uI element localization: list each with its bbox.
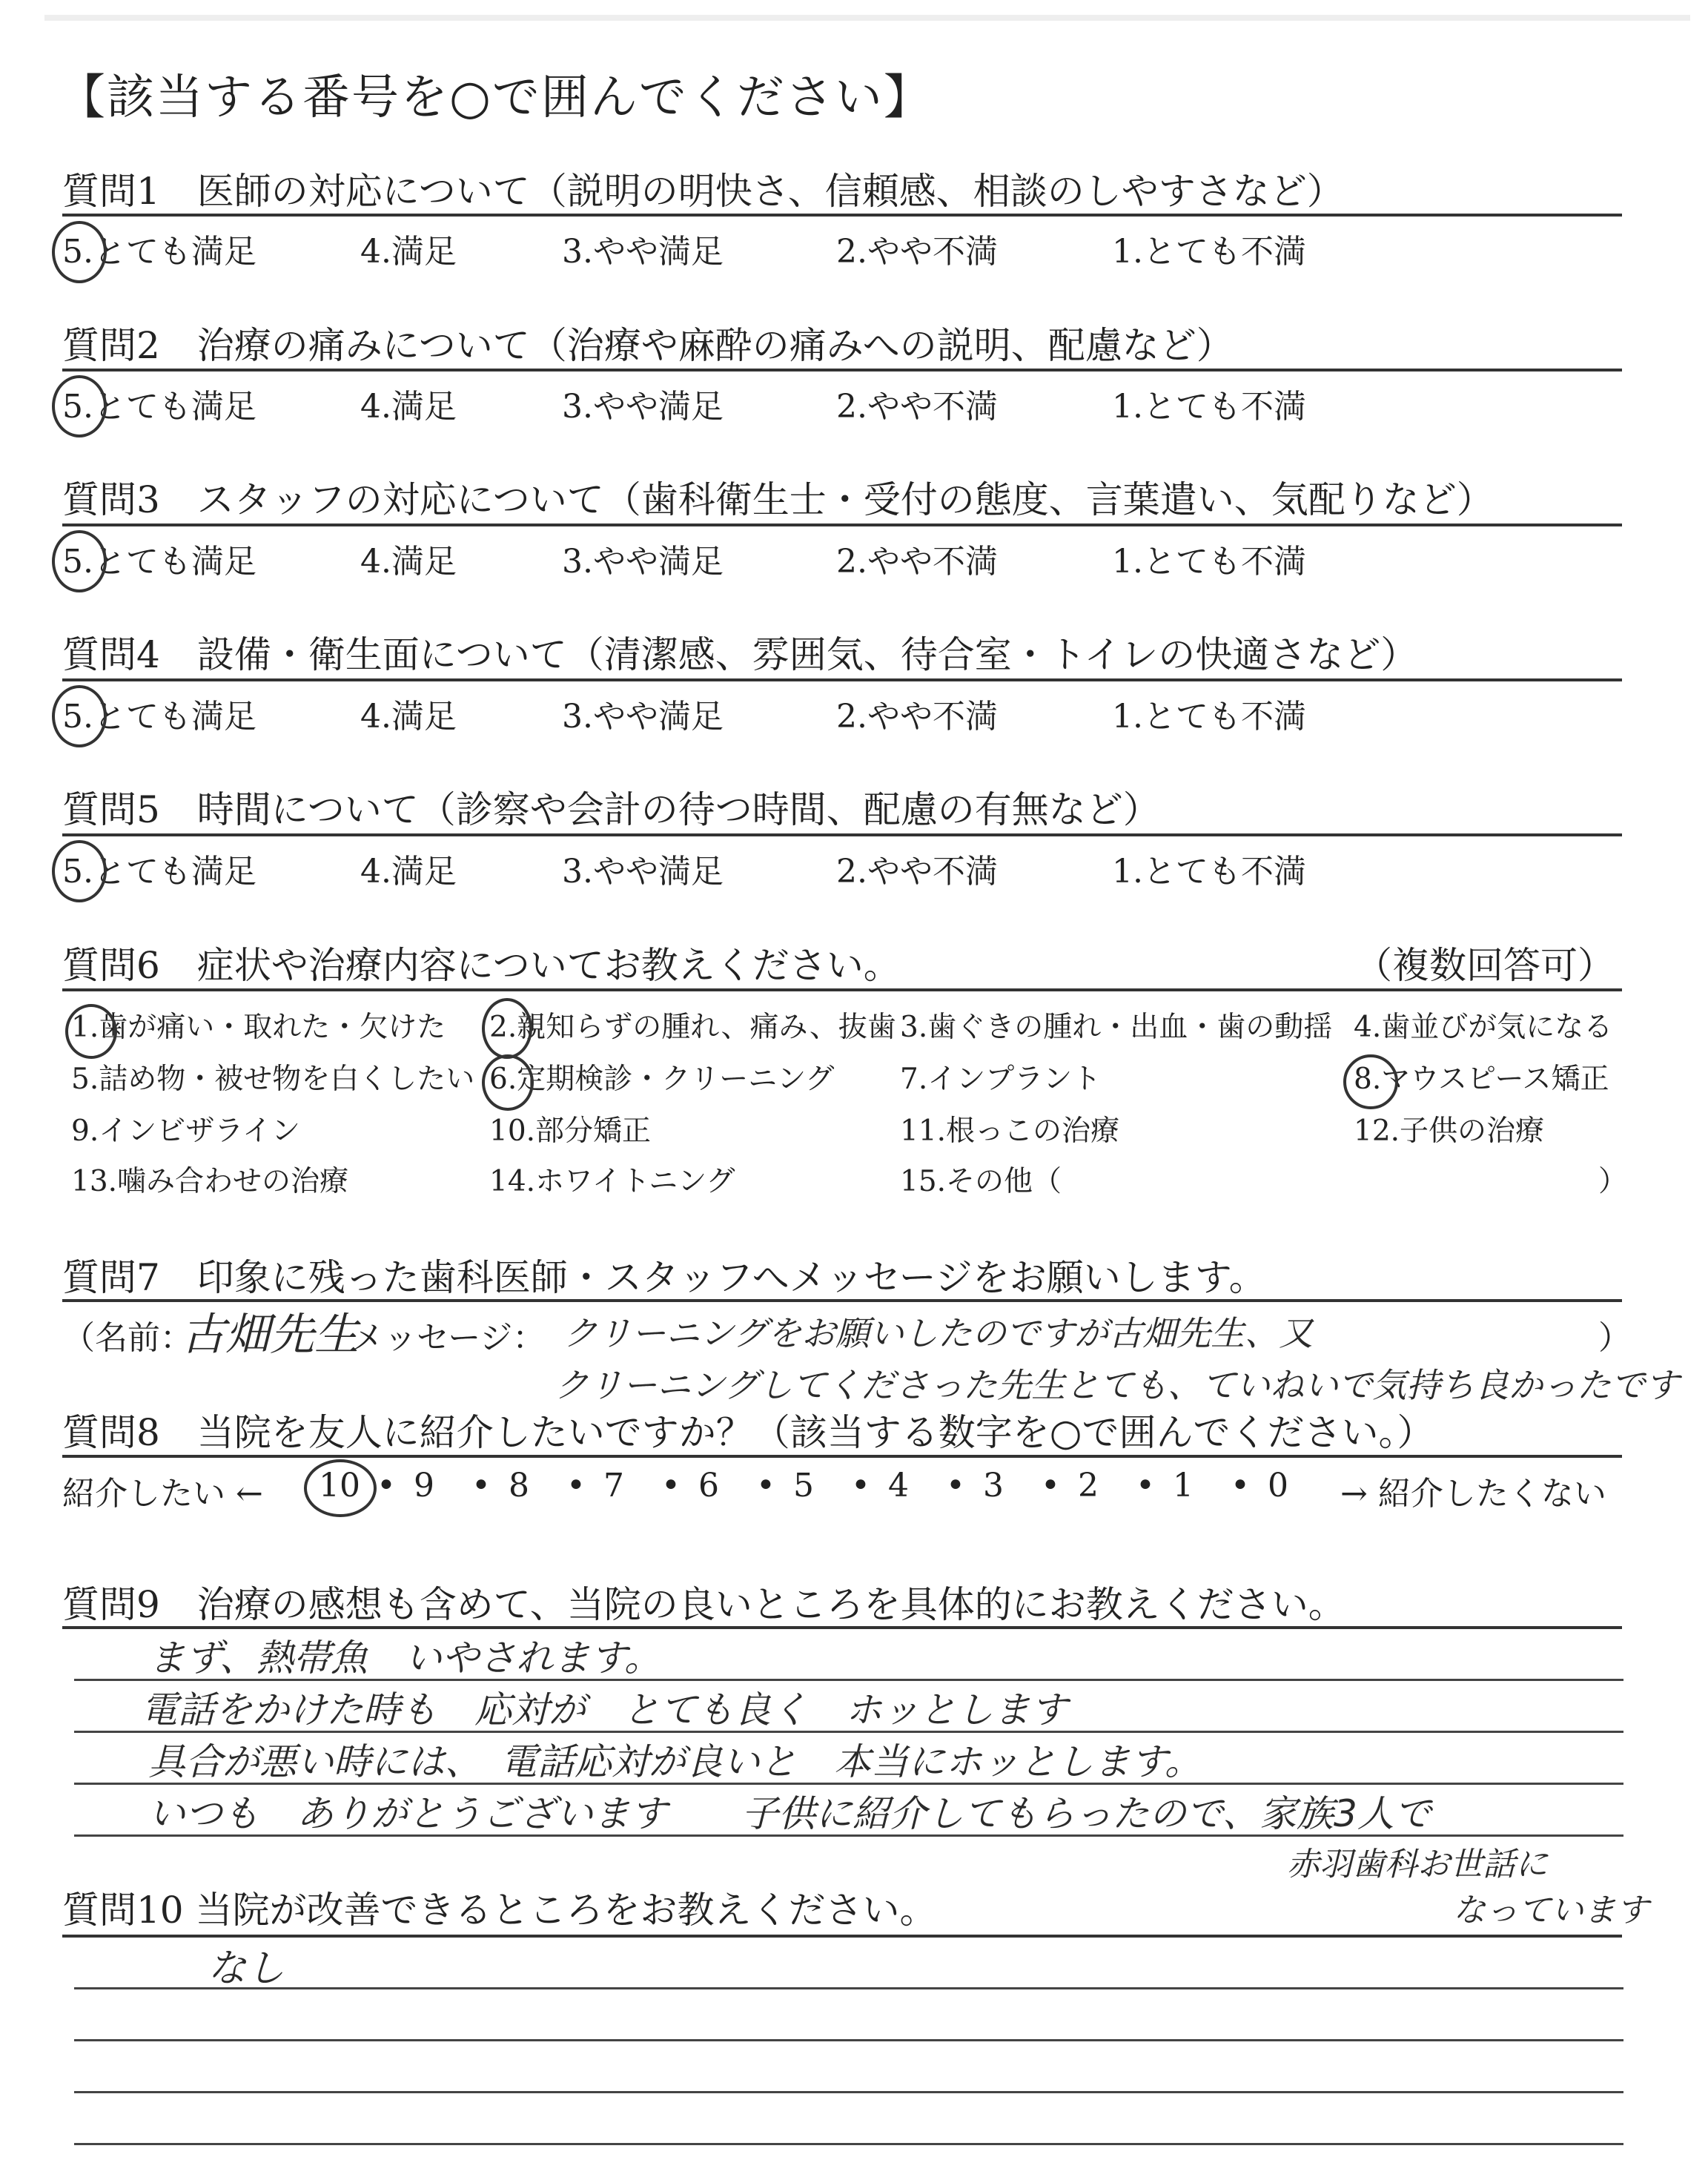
symptom-option[interactable]: 5.詰め物・被せ物を白くしたい [71,1063,475,1096]
scale-separator: • [851,1467,870,1505]
question-note: （複数回答可） [1355,944,1615,987]
selection-circle [52,530,107,592]
divider [62,214,1622,217]
selection-circle [304,1459,377,1517]
symptom-option[interactable]: 4.歯並びが気になる [1354,1011,1613,1044]
selection-circle [482,1054,534,1111]
rating-option[interactable]: 5.とても満足 [62,233,256,271]
close-paren: ） [1598,1165,1628,1198]
rating-option[interactable]: 4.満足 [360,233,457,271]
rating-option[interactable]: 2.やや不満 [836,853,998,891]
rating-option[interactable]: 5.とても満足 [62,698,256,736]
divider [62,988,1622,991]
scale-separator: • [471,1467,491,1505]
symptom-option[interactable]: 10.部分矯正 [489,1114,652,1148]
scale-separator: • [566,1467,586,1505]
symptom-option[interactable]: 15.その他（ [900,1165,1062,1198]
answer-line [74,2143,1623,2145]
selection-circle [52,221,107,283]
scale-value[interactable]: 9 [414,1467,434,1505]
rating-option[interactable]: 4.満足 [360,543,457,581]
rating-option[interactable]: 1.とても不満 [1112,698,1306,736]
margin-note: なっています [1453,1892,1649,1929]
symptom-option[interactable]: 14.ホワイトニング [489,1165,735,1198]
selection-circle [52,375,107,437]
scale-value[interactable]: 1 [1173,1467,1194,1505]
scale-value[interactable]: 10 [319,1467,360,1505]
symptom-option[interactable]: 6.定期検診・クリーニング [489,1063,835,1096]
answer-line [74,2091,1623,2093]
symptom-option[interactable]: 9.インビザライン [71,1114,301,1148]
question-title: 質問10 当院が改善できるところをお教えください。 [62,1889,937,1932]
rating-option[interactable]: 1.とても不満 [1112,853,1306,891]
symptom-option[interactable]: 3.歯ぐきの腫れ・出血・歯の動揺 [900,1011,1333,1044]
question-title: 質問9 治療の感想も含めて、当院の良いところを具体的にお教えください。 [62,1583,1345,1626]
question-title: 質問1 医師の対応について（説明の明快さ、信頼感、相談のしやすさなど） [62,170,1344,213]
rating-option[interactable]: 2.やや不満 [836,388,998,426]
answer-text: なし [208,1946,285,1991]
answer-line [74,2039,1623,2041]
rating-option[interactable]: 3.やや満足 [562,698,724,736]
rating-option[interactable]: 2.やや不満 [836,698,998,736]
symptom-option[interactable]: 1.歯が痛い・取れた・欠けた [71,1011,446,1044]
answer-text: 電話をかけた時も 応対が とても良く ホッとします [141,1688,1068,1731]
left-label: 紹介したい ← [62,1475,263,1513]
symptom-option[interactable]: 12.子供の治療 [1354,1114,1545,1148]
scale-separator: • [1231,1467,1250,1505]
scale-separator: • [946,1467,965,1505]
selection-circle [1343,1054,1398,1109]
scale-value[interactable]: 6 [698,1467,719,1505]
scale-value[interactable]: 0 [1268,1467,1288,1505]
rating-option[interactable]: 5.とても満足 [62,853,256,891]
selection-circle [65,1004,117,1059]
scale-separator: • [661,1467,681,1505]
symptom-option[interactable]: 7.インプラント [900,1063,1102,1096]
rating-option[interactable]: 2.やや不満 [836,233,998,271]
rating-option[interactable]: 4.満足 [360,388,457,426]
divider [62,833,1622,836]
selection-circle [52,685,107,747]
rating-option[interactable]: 3.やや満足 [562,388,724,426]
divider [62,1455,1622,1458]
answer-line [74,1987,1623,1989]
selection-circle [52,840,107,902]
symptom-option[interactable]: 8.マウスピース矯正 [1354,1063,1609,1096]
page-title: 【該当する番号を○で囲んでください】 [58,70,933,125]
divider [62,369,1622,371]
question-title: 質問3 スタッフの対応について（歯科衛生士・受付の態度、言葉遣い、気配りなど） [62,478,1494,521]
message-label: メッセージ： [351,1319,546,1357]
question-title: 質問4 設備・衛生面について（清潔感、雰囲気、待合室・トイレの快適さなど） [62,633,1418,676]
rating-option[interactable]: 4.満足 [360,853,457,891]
scale-value[interactable]: 3 [983,1467,1004,1505]
scale-separator: • [1136,1467,1155,1505]
rating-option[interactable]: 1.とても不満 [1112,233,1306,271]
symptom-option[interactable]: 2.親知らずの腫れ、痛み、抜歯 [489,1011,896,1044]
symptom-option[interactable]: 11.根っこの治療 [900,1114,1120,1148]
divider [62,678,1622,681]
message-line-1: クリーニングをお願いしたのですが古畑先生、又 [563,1313,1314,1353]
divider [62,524,1622,526]
name-value: 古畑先生 [181,1309,359,1361]
scale-separator: • [1041,1467,1060,1505]
answer-text: まず、熱帯魚 いやされます。 [148,1636,661,1680]
answer-text: いつも ありがとうございます 子供に紹介してもらったので、家族3人で [148,1792,1431,1835]
scale-separator: • [756,1467,775,1505]
rating-option[interactable]: 3.やや満足 [562,543,724,581]
scale-value[interactable]: 2 [1078,1467,1099,1505]
name-label: （名前： [62,1319,193,1357]
rating-option[interactable]: 5.とても満足 [62,543,256,581]
scan-edge [44,15,1690,21]
scale-value[interactable]: 8 [509,1467,529,1505]
answer-text: 具合が悪い時には、 電話応対が良いと 本当にホッとします。 [148,1740,1202,1783]
question-title: 質問8 当院を友人に紹介したいですか？（該当する数字を○で囲んでください。） [62,1411,1434,1454]
question-title: 質問6 症状や治療内容についてお教えください。 [62,944,901,987]
rating-option[interactable]: 3.やや満足 [562,853,724,891]
close-paren: ） [1598,1319,1631,1357]
right-label: → 紹介したくない [1340,1475,1606,1513]
selection-circle [482,998,532,1059]
message-line-2: クリーニングしてくださった先生とても、ていねいで気持ち良かったです [555,1365,1680,1405]
rating-option[interactable]: 5.とても満足 [62,388,256,426]
question-title: 質問2 治療の痛みについて（治療や麻酔の痛みへの説明、配慮など） [62,324,1234,367]
rating-option[interactable]: 1.とても不満 [1112,543,1306,581]
rating-option[interactable]: 4.満足 [360,698,457,736]
scale-separator: • [377,1467,396,1505]
rating-option[interactable]: 1.とても不満 [1112,388,1306,426]
scale-value[interactable]: 7 [603,1467,624,1505]
rating-option[interactable]: 3.やや満足 [562,233,724,271]
rating-option[interactable]: 2.やや不満 [836,543,998,581]
symptom-option[interactable]: 13.噛み合わせの治療 [71,1165,349,1198]
scale-value[interactable]: 4 [888,1467,909,1505]
scale-value[interactable]: 5 [793,1467,814,1505]
question-title: 質問7 印象に残った歯科医師・スタッフへメッセージをお願いします。 [62,1256,1266,1299]
divider [62,1935,1622,1938]
question-title: 質問5 時間について（診察や会計の待つ時間、配慮の有無など） [62,788,1160,831]
margin-note: 赤羽歯科お世話に [1287,1846,1548,1883]
